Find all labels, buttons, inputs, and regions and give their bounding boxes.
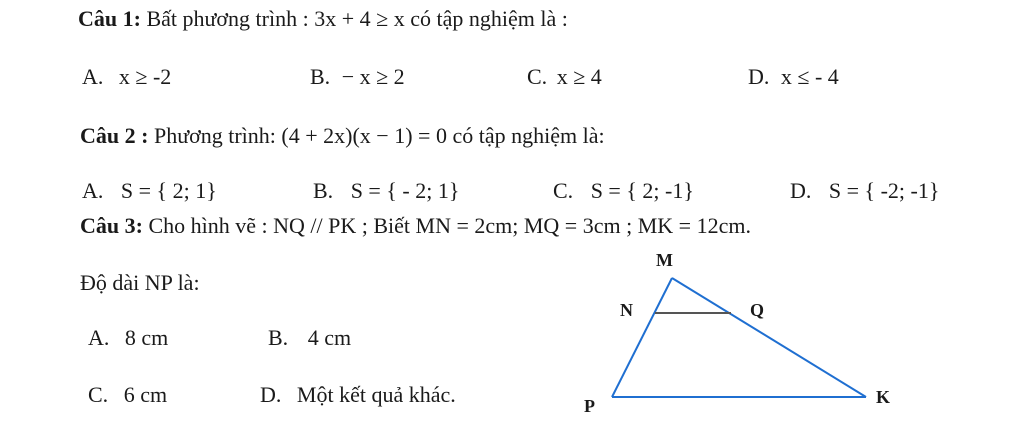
question-3-prompt: Độ dài NP là: (80, 270, 200, 295)
q1-option-d-value: x ≤ - 4 (780, 64, 839, 89)
q3-option-c-letter: C. (88, 382, 109, 407)
question-2-expression: (4 + 2x)(x − 1) = 0 (281, 123, 447, 148)
question-1-text-b: có tập nghiệm là : (404, 6, 568, 31)
triangle-side-mp (612, 278, 672, 397)
q3-option-b-value: 4 cm (307, 325, 352, 350)
q3-option-a-letter: A. (88, 325, 110, 350)
question-2-text-b: có tập nghiệm là: (446, 123, 605, 148)
q2-option-c-letter: C. (553, 178, 574, 203)
question-3-text: Cho hình vẽ : NQ // PK ; Biết MN = 2cm; MQ = 3cm ; MK = 12cm. (142, 213, 751, 238)
question-1-text-a: Bất phương trình : (140, 6, 315, 31)
q2-option-d-value: S = { -2; -1} (828, 178, 940, 203)
vertex-label-m: M (656, 250, 673, 270)
vertex-label-k: K (876, 387, 891, 407)
q1-option-d-letter: D. (748, 64, 770, 89)
q2-option-c-value: S = { 2; -1} (590, 178, 694, 203)
triangle-side-mk (672, 278, 866, 397)
q3-option-c-value: 6 cm (123, 382, 168, 407)
question-1-expression: 3x + 4 ≥ x (314, 6, 405, 31)
q3-option-a-value: 8 cm (124, 325, 169, 350)
q3-option-d-value: Một kết quả khác. (296, 382, 456, 407)
q1-option-c-value: x ≥ 4 (556, 64, 602, 89)
q2-option-d-letter: D. (790, 178, 812, 203)
q2-option-b-letter: B. (313, 178, 334, 203)
question-2-label: Câu 2 : (80, 123, 149, 148)
q2-option-a-letter: A. (82, 178, 104, 203)
q2-option-b-value: S = { - 2; 1} (350, 178, 460, 203)
q1-option-c-letter: C. (527, 64, 548, 89)
q3-option-d-letter: D. (260, 382, 282, 407)
q1-option-b-letter: B. (310, 64, 331, 89)
question-3-label: Câu 3: (80, 213, 143, 238)
question-2-text-a: Phương trình: (148, 123, 282, 148)
q1-option-a-value: x ≥ -2 (118, 64, 172, 89)
question-1-label: Câu 1: (78, 6, 141, 31)
q1-option-b-value: − x ≥ 2 (341, 64, 405, 89)
q1-option-a-letter: A. (82, 64, 104, 89)
vertex-label-n: N (620, 300, 633, 320)
q2-option-a-value: S = { 2; 1} (120, 178, 217, 203)
vertex-label-p: P (584, 396, 595, 416)
vertex-label-q: Q (750, 300, 765, 320)
q3-option-b-letter: B. (268, 325, 289, 350)
